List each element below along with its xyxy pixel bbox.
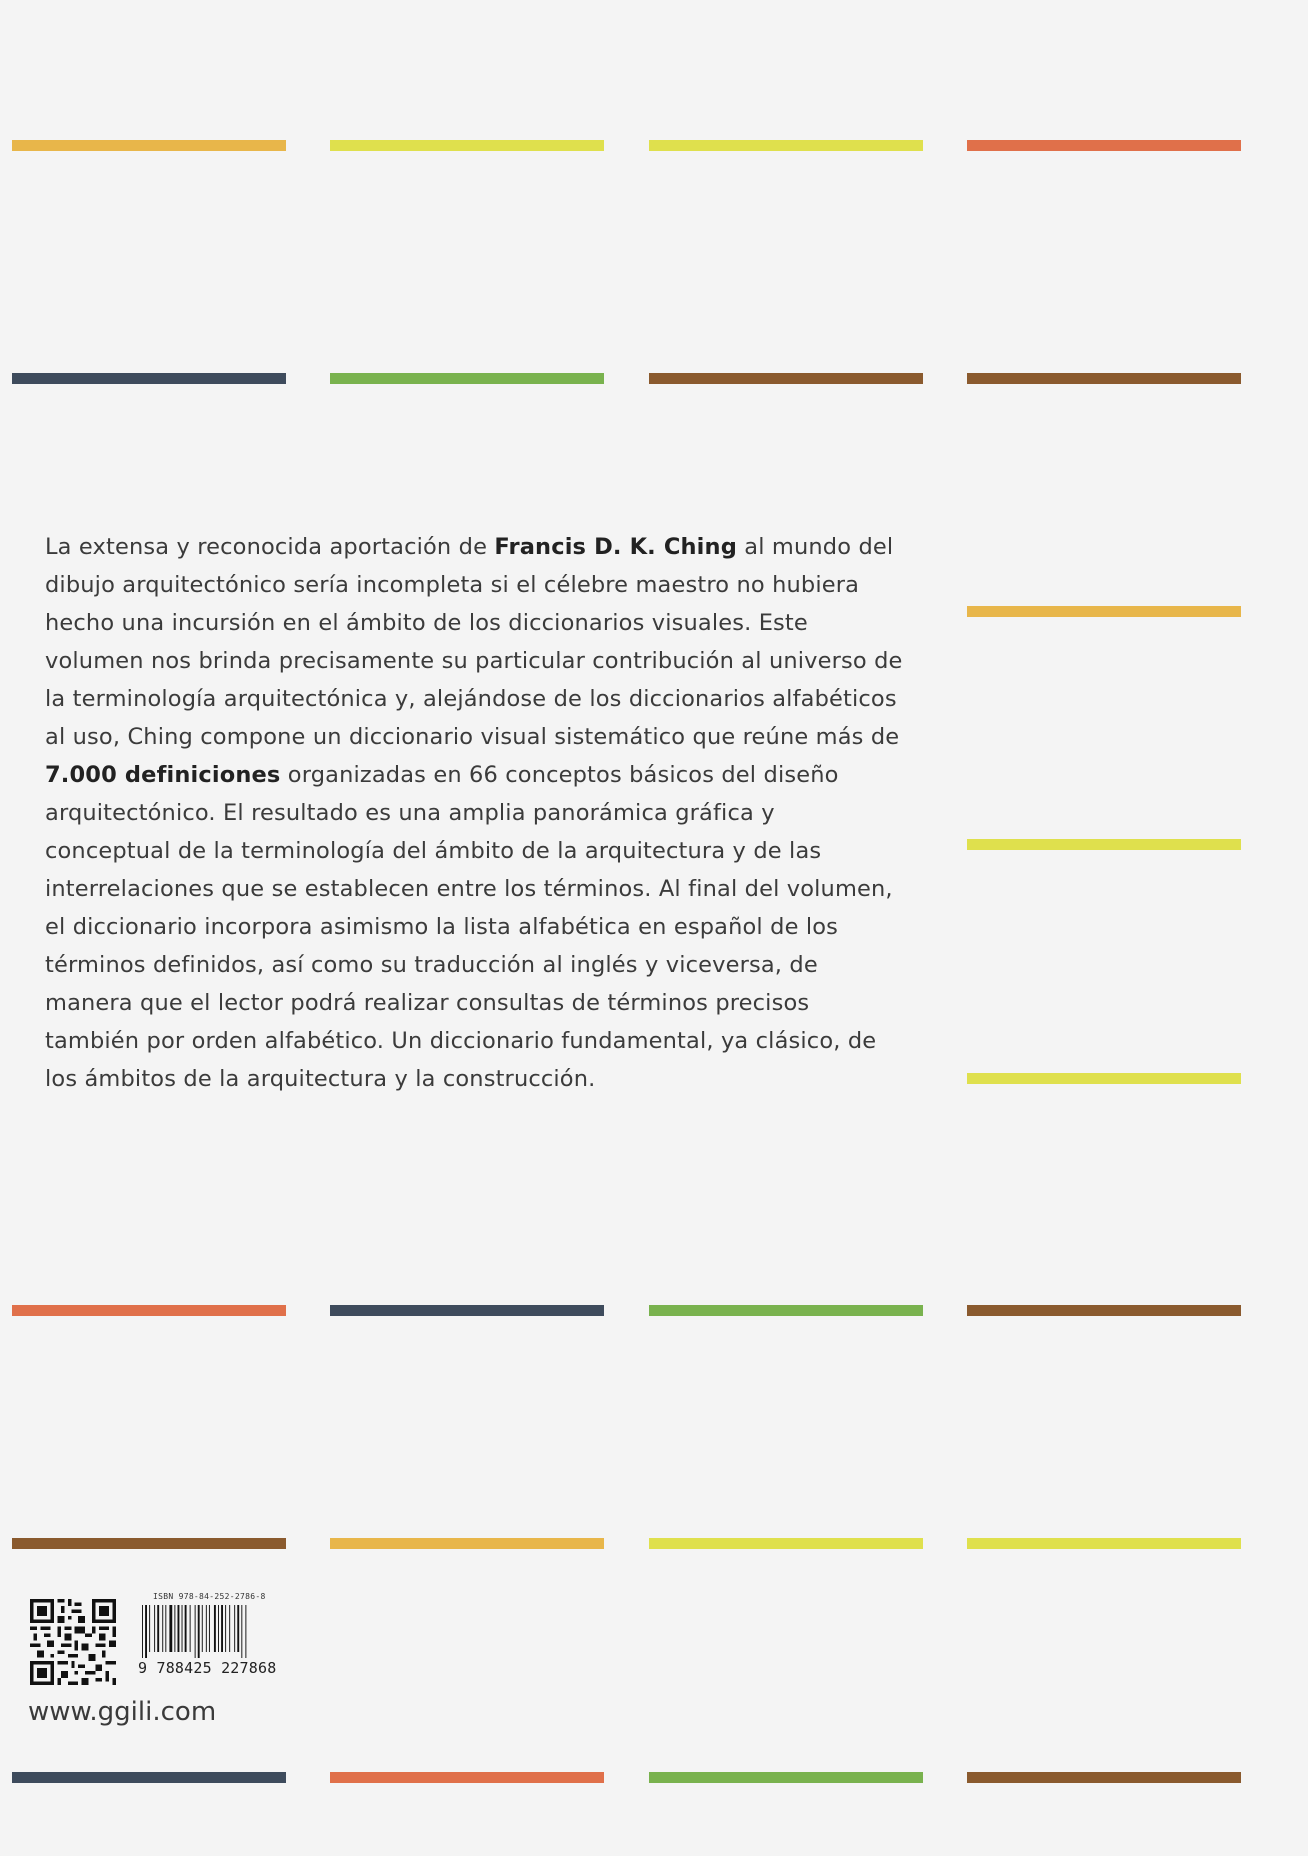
barcode-bar <box>245 1605 246 1658</box>
publisher-website: www.ggili.com <box>28 1697 217 1727</box>
barcode-bar <box>221 1605 223 1652</box>
description-part-3: organizadas en 66 conceptos básicos del diseño arquitectónico. El resultado es una amplia panorámica gráfica y conceptual de la terminología del ámbito de la arquitectura y de las interrelaciones que se establecen entre los términos. Al final del volumen, el diccionario incorpora asimismo la lista alfabética en español de los términos definidos, así como su traducción al inglés y viceversa, de manera que el lector podrá realizar consultas de términos precisos también por orden alfabético. Un diccionario fundamental, ya clásico, de los ámbitos de la arquitectura y la construcción. <box>45 762 893 1092</box>
color-stripe <box>649 373 923 384</box>
barcode-bar <box>154 1605 155 1652</box>
color-stripe <box>967 373 1241 384</box>
barcode-bar <box>169 1605 172 1652</box>
color-stripe <box>12 1538 286 1549</box>
color-stripe <box>12 373 286 384</box>
color-stripe <box>12 1772 286 1783</box>
color-stripe <box>967 1772 1241 1783</box>
color-stripe <box>967 839 1241 850</box>
color-stripe <box>967 140 1241 151</box>
color-stripe <box>330 1305 604 1316</box>
color-stripe <box>967 606 1241 617</box>
color-stripe <box>967 1538 1241 1549</box>
barcode-bar <box>198 1605 200 1658</box>
barcode-bar <box>190 1605 191 1652</box>
color-stripe <box>967 1305 1241 1316</box>
barcode-bar <box>225 1605 226 1652</box>
barcode-bar <box>195 1605 196 1658</box>
barcode-bar <box>206 1605 207 1652</box>
barcode-bar <box>162 1605 163 1652</box>
barcode-bar <box>185 1605 187 1652</box>
isbn-digits: 9 788425 227868 <box>138 1659 277 1677</box>
barcode-bar <box>229 1605 230 1652</box>
barcode-bar <box>145 1605 147 1658</box>
color-stripe <box>12 140 286 151</box>
isbn-label: ISBN 978-84-252-2786-8 <box>153 1592 266 1601</box>
definitions-count: 7.000 definiciones <box>45 762 281 788</box>
color-stripe <box>330 1538 604 1549</box>
color-stripe <box>330 1772 604 1783</box>
description-part-1: La extensa y reconocida aportación de <box>45 534 495 560</box>
barcode-bar <box>234 1605 235 1652</box>
qr-code <box>30 1599 116 1685</box>
barcode-bar <box>182 1605 183 1652</box>
barcode-bar <box>237 1605 239 1652</box>
description-part-2: al mundo del dibujo arquitectónico sería incompleta si el célebre maestro no hubiera hecho una incursión en el ámbito de los diccionarios visuales. Este volumen nos brinda precisamente su particular contribución al universo de la terminología arquitectónica y, alejándose de los diccionarios alfabéticos al uso, Ching compone un diccionario visual sistemático que reúne más de <box>45 534 903 750</box>
book-description <box>45 528 905 1098</box>
barcode-bar <box>241 1605 242 1658</box>
barcode-bar <box>174 1605 175 1652</box>
barcode-bar <box>214 1605 216 1652</box>
color-stripe <box>967 1073 1241 1084</box>
color-stripe <box>649 1772 923 1783</box>
barcode-bar <box>142 1605 143 1658</box>
color-stripe <box>330 373 604 384</box>
barcode-bar <box>218 1605 219 1652</box>
barcode-bar <box>202 1605 203 1652</box>
author-name: Francis D. K. Ching <box>494 534 737 560</box>
barcode-bar <box>165 1605 166 1652</box>
barcode-bar <box>157 1605 159 1652</box>
barcode-bar <box>178 1605 180 1652</box>
barcode-bar <box>209 1605 210 1652</box>
color-stripe <box>12 1305 286 1316</box>
color-stripe <box>649 1538 923 1549</box>
color-stripe <box>649 1305 923 1316</box>
color-stripe <box>330 140 604 151</box>
barcode-bar <box>149 1605 150 1652</box>
color-stripe <box>649 140 923 151</box>
